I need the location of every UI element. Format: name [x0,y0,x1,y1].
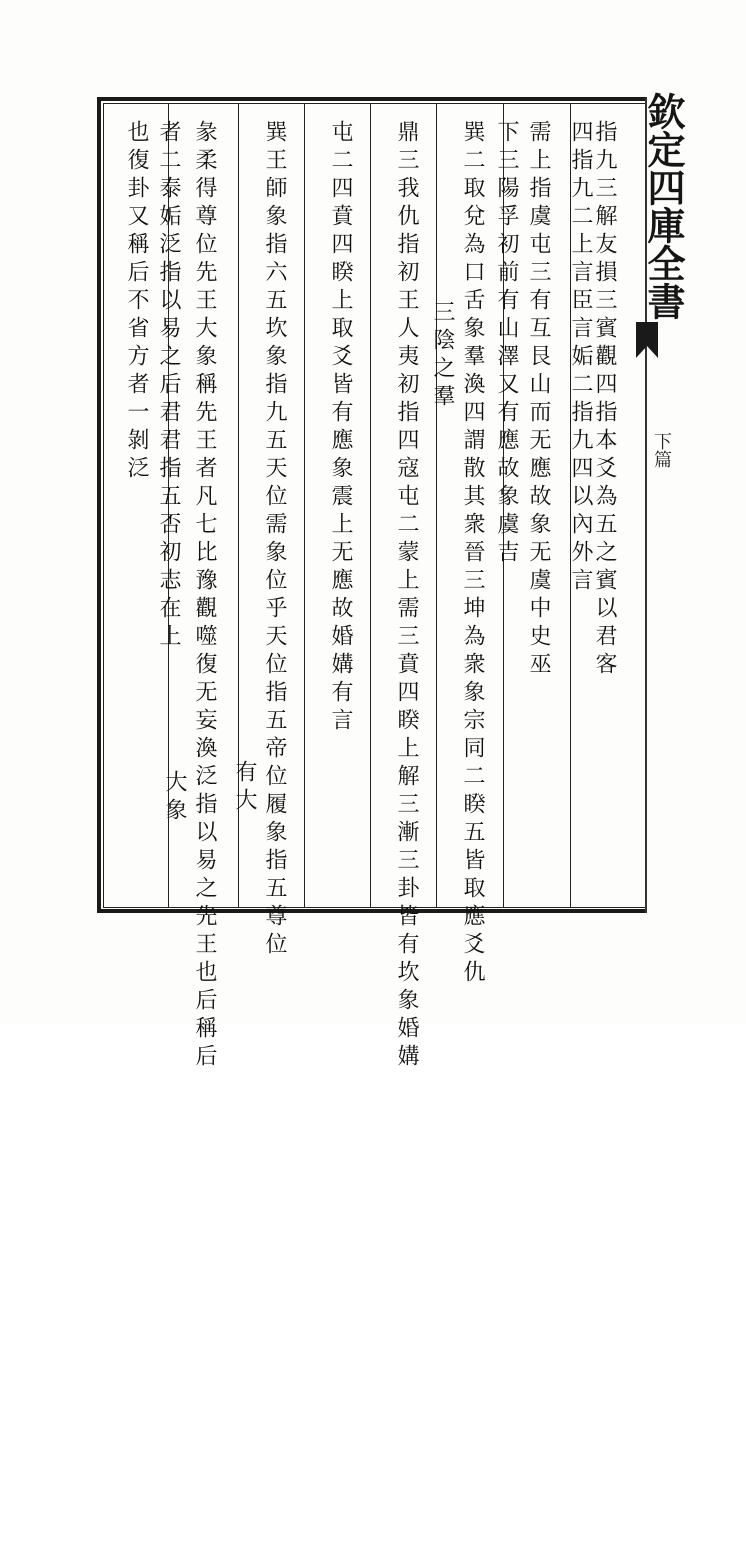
text-column-5: 巽二取兌為口舌象羣渙四謂散其衆晉三坤為衆象宗同二睽五皆取應爻仇 [460,120,485,988]
text-column-1: 指九三解友損三賓觀四指本爻為五之賓以君客 [592,120,617,680]
text-column-2: 四指九二上言臣言姤二指九四以內外言 [568,120,593,596]
text-column-12: 大象 [162,770,187,826]
text-column-9: 巽王師象指六五坎象指九五天位需象位乎天位指五帝位履象指五尊位 [262,120,287,960]
text-column-4: 下三陽孚初前有山澤又有應故象虞吉 [494,120,519,568]
text-column-8: 屯二四賁四睽上取爻皆有應象震上无應故婚媾有言 [328,120,353,736]
text-column-7: 鼎三我仇指初王人夷初指四寇屯二蒙上需三賁四睽上解三漸三卦皆有坎象婚媾 [394,120,419,1072]
section-label: 下篇 [651,432,672,468]
text-column-10: 有大 [232,760,257,816]
text-column-14: 也復卦又稱后不省方者一剝泛 [124,120,149,484]
book-title: 欽定四庫全書 [641,92,686,320]
text-column-13: 者二泰姤泛指以易之后君君指五否初志在上 [156,120,181,652]
text-column-11: 彖柔得尊位先王大象稱先王者凡七比豫觀噬復无妄渙泛指以易之先王也后稱后 [192,120,217,1072]
fishtail-mark-icon [634,320,660,360]
text-column-6: 三陰之羣 [430,300,455,412]
text-column-3: 需上指虞屯三有互艮山而无應故象无虞中史巫 [526,120,551,680]
